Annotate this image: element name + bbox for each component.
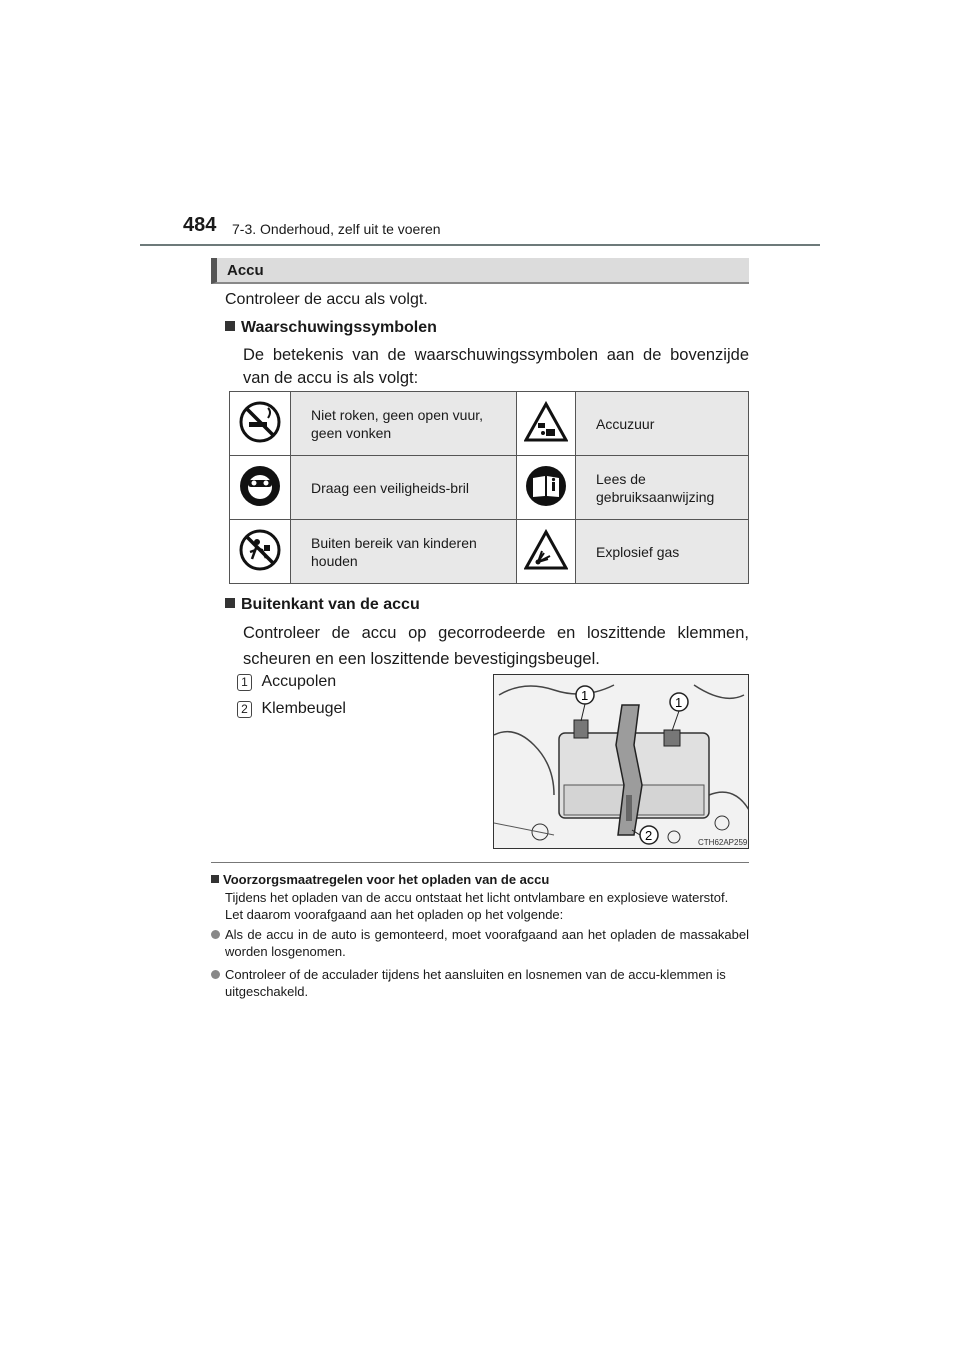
safety-goggles-icon <box>230 456 291 520</box>
legend-item <box>237 670 336 694</box>
note-bullet-text: Controleer of de acculader tijdens het aansluiten en losnemen van de accu-klemmen is uitgeschakeld. <box>225 967 726 999</box>
warning-symbols-table <box>229 391 749 584</box>
square-bullet-icon <box>225 598 235 608</box>
symbol-label: Explosief gas <box>576 520 749 584</box>
callout-label: 1 <box>581 688 589 703</box>
exterior-description: Controleer de accu op gecorrodeerde en loszittende klemmen, scheuren en een loszittende bevestigingsbeugel. <box>243 624 749 668</box>
exterior-heading-text: Buitenkant van de accu <box>241 596 420 613</box>
read-manual-icon <box>517 456 576 520</box>
square-bullet-icon <box>225 321 235 331</box>
keep-away-children-icon <box>230 520 291 584</box>
symbol-label: Buiten bereik van kinderen houden <box>291 520 517 584</box>
table-row <box>230 456 749 520</box>
exterior-heading <box>225 593 420 617</box>
section-title: Accu <box>227 262 264 279</box>
warning-symbols-description: De betekenis van de waarschuwingssymbolen aan de bovenzijde van de accu is als volgt: <box>243 346 749 387</box>
callout-number: 2 <box>237 701 252 718</box>
callout-number: 1 <box>237 674 252 691</box>
notes-heading <box>211 871 549 888</box>
note-bullet-text: Als de accu in de auto is gemonteerd, moet voorafgaand aan het opladen de massakabel worden losgenomen. <box>225 927 749 959</box>
warning-symbols-heading <box>225 316 437 340</box>
intro-text: Controleer de accu als volgt. <box>225 291 428 308</box>
section-header <box>211 258 749 284</box>
legend-item <box>237 697 346 721</box>
notes-divider <box>211 862 749 863</box>
explosive-gas-icon <box>517 520 576 584</box>
page-number: 484 <box>183 214 217 236</box>
notes-heading-text: Voorzorgsmaatregelen voor het opladen van de accu <box>223 872 550 887</box>
callout-label: 1 <box>675 695 683 710</box>
note-bullet-item <box>211 966 749 999</box>
chapter-title: 7-3. Onderhoud, zelf uit te voeren <box>232 221 441 237</box>
notes-text: Tijdens het opladen van de accu ontstaat het licht ontvlambare en explosieve waterstof. Let daarom voorafgaand aan het opladen op het volgende: <box>225 890 729 922</box>
square-bullet-icon <box>211 875 219 883</box>
battery-acid-icon <box>517 392 576 456</box>
table-row <box>230 520 749 584</box>
symbol-label: Niet roken, geen open vuur, geen vonken <box>291 392 517 456</box>
callout-label: 2 <box>645 828 653 843</box>
header-divider <box>140 244 820 246</box>
symbol-label: Lees de gebruiksaanwijzing <box>576 456 749 520</box>
bullet-icon <box>211 970 220 979</box>
battery-illustration <box>493 674 749 849</box>
no-smoking-icon <box>230 392 291 456</box>
legend-label: Accupolen <box>261 673 337 690</box>
table-row <box>230 392 749 456</box>
symbol-label: Draag een veiligheids-bril <box>291 456 517 520</box>
bullet-icon <box>211 930 220 939</box>
figure-code: CTH62AP259 <box>698 838 748 847</box>
symbol-label: Accuzuur <box>576 392 749 456</box>
warning-symbols-heading-text: Waarschuwingssymbolen <box>241 319 437 336</box>
note-bullet-item <box>211 926 749 959</box>
legend-label: Klembeugel <box>261 700 346 717</box>
